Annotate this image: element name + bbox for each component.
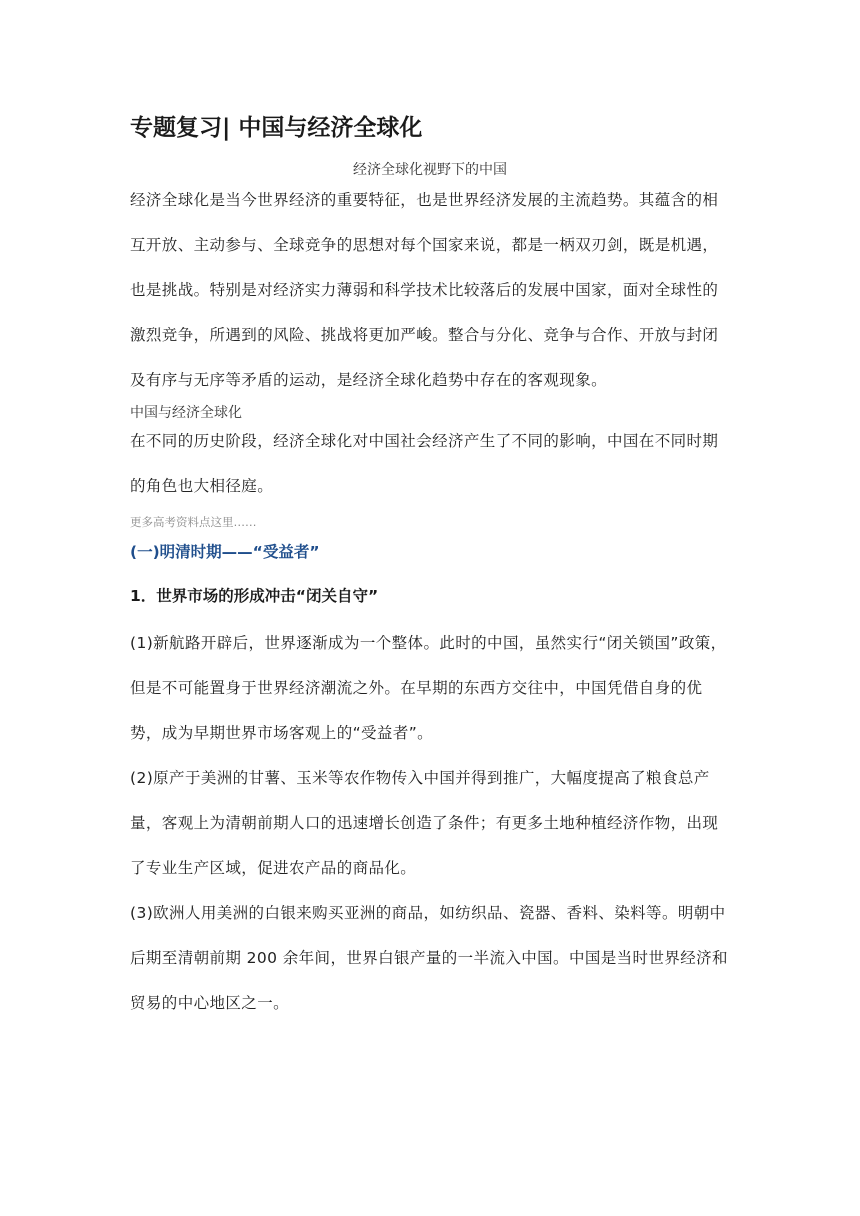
item-paragraph: (1)新航路开辟后，世界逐渐成为一个整体。此时的中国，虽然实行“闭关锁国”政策，但是不可能置身于世界经济潮流之外。在早期的东西方交往中，中国凭借自身的优势，成为早期世界市场客观上的“受益者”。	[130, 634, 727, 742]
document-title: 专题复习| 中国与经济全球化	[130, 115, 423, 141]
item-paragraph: (2)原产于美洲的甘薯、玉米等农作物传入中国并得到推广，大幅度提高了粮食总产量，客观上为清朝前期人口的迅速增长创造了条件；有更多土地种植经济作物，出现了专业生产区域，促进农产品的商品化。	[130, 769, 719, 877]
section-label: 中国与经济全球化	[130, 405, 242, 421]
part1-subheading: 1．世界市场的形成冲击“闭关自守”	[130, 587, 379, 605]
part1-heading: (一)明清时期——“受益者”	[130, 543, 320, 561]
section-intro-paragraph: 在不同的历史阶段，经济全球化对中国社会经济产生了不同的影响，中国在不同时期的角色也大相径庭。	[130, 432, 719, 495]
document-page	[130, 110, 730, 1026]
intro-paragraph: 经济全球化是当今世界经济的重要特征，也是世界经济发展的主流趋势。其蕴含的相互开放、主动参与、全球竞争的思想对每个国家来说，都是一柄双刃剑，既是机遇，也是挑战。特别是对经济实力薄弱和科学技术比较落后的发展中国家，面对全球性的激烈竞争，所遇到的风险、挑战将更加严峻。整合与分化、竞争与合作、开放与封闭及有序与无序等矛盾的运动，是经济全球化趋势中存在的客观现象。	[130, 191, 719, 389]
item-paragraph: (3)欧洲人用美洲的白银来购买亚洲的商品，如纺织品、瓷器、香料、染料等。明朝中后期至清朝前期 200 余年间，世界白银产量的一半流入中国。中国是当时世界经济和贸易的中心地区之一。	[130, 904, 728, 1012]
more-resources-link[interactable]: 更多高考资料点这里……	[130, 515, 257, 529]
document-subtitle: 经济全球化视野下的中国	[353, 162, 507, 178]
